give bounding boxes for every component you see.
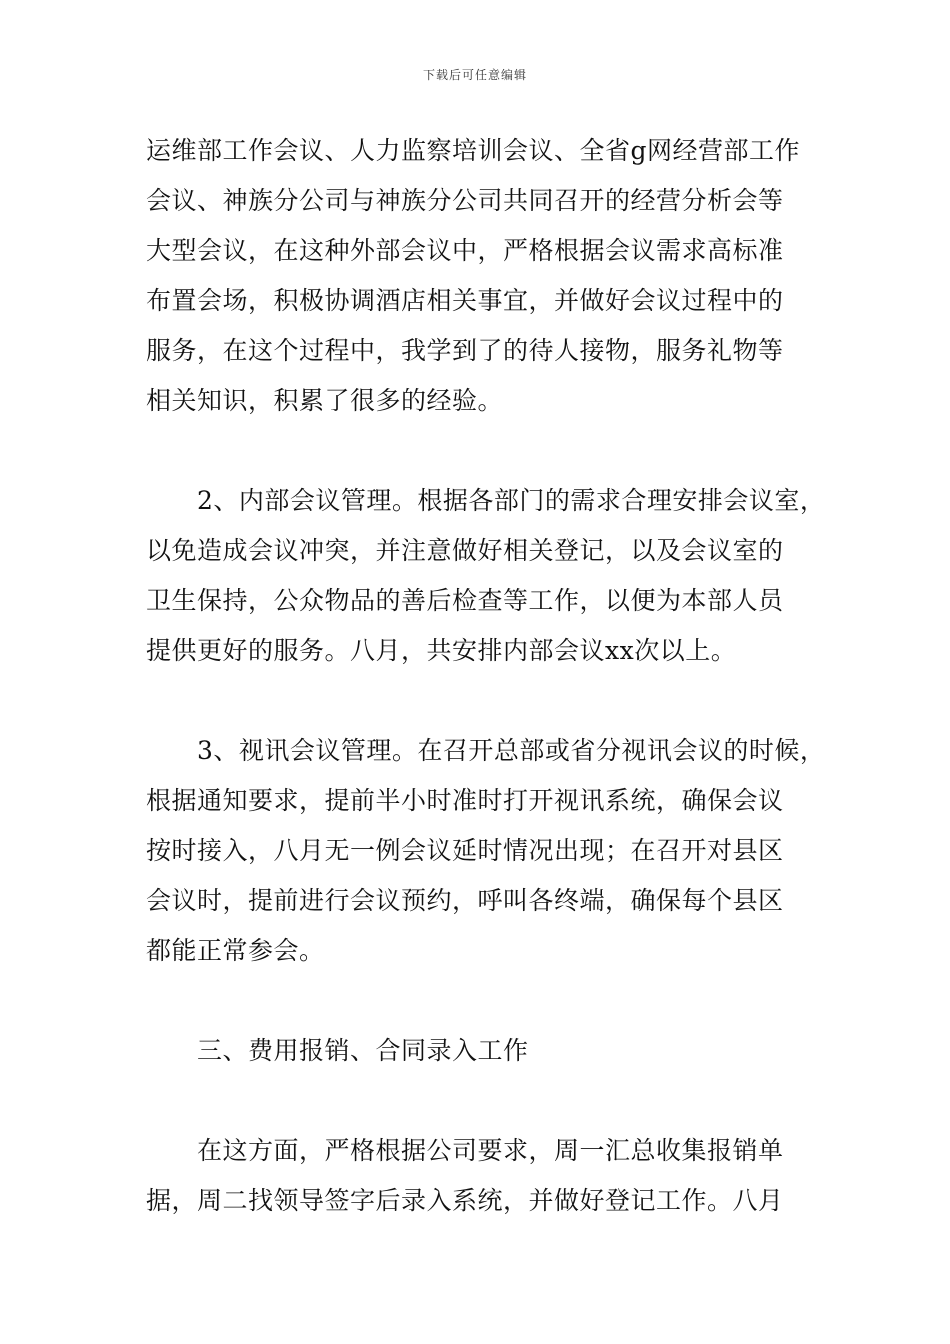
text-line: 根据通知要求，提前半小时准时打开视讯系统，确保会议 [146,786,784,815]
text-line: 都能正常参会。 [146,936,325,965]
text-line: 2、内部会议管理。根据各部门的需求合理安排会议室， [197,486,826,515]
text-line: 据，周二找领导签字后录入系统，并做好登记工作。八月 [146,1186,784,1215]
text-line: 会议时，提前进行会议预约，呼叫各终端，确保每个县区 [146,886,784,915]
paragraph-external-meetings [146,126,812,426]
text-line: 相关知识，积累了很多的经验。 [146,386,504,415]
text-line: 3、视讯会议管理。在召开总部或省分视讯会议的时候， [197,736,826,765]
paragraph-spacer [146,426,812,476]
text-line: 提供更好的服务。八月，共安排内部会议xx次以上。 [146,636,737,665]
text-line: 运维部工作会议、人力监察培训会议、全省g网经营部工作 [146,136,801,165]
section-heading [146,1026,812,1076]
paragraph-spacer [146,1076,812,1126]
section-heading-text: 三、费用报销、合同录入工作 [197,1036,529,1065]
text-line: 大型会议，在这种外部会议中，严格根据会议需求高标准 [146,236,784,265]
text-line: 服务，在这个过程中，我学到了的待人接物，服务礼物等 [146,336,784,365]
paragraph-spacer [146,976,812,1026]
text-line: 会议、神族分公司与神族分公司共同召开的经营分析会等 [146,186,784,215]
text-line: 按时接入，八月无一例会议延时情况出现；在召开对县区 [146,836,784,865]
document-body [146,126,826,1226]
paragraph-expense-reimbursement [146,1126,812,1226]
page-header: 下载后可任意编辑 [422,68,527,82]
paragraph-internal-meetings [146,476,826,676]
text-line: 布置会场，积极协调酒店相关事宜，并做好会议过程中的 [146,286,784,315]
paragraph-video-meetings [146,726,826,976]
paragraph-spacer [146,676,812,726]
text-line: 在这方面，严格根据公司要求，周一汇总收集报销单 [197,1136,784,1165]
text-line: 卫生保持，公众物品的善后检查等工作，以便为本部人员 [146,586,784,615]
text-line: 以免造成会议冲突，并注意做好相关登记，以及会议室的 [146,536,784,565]
